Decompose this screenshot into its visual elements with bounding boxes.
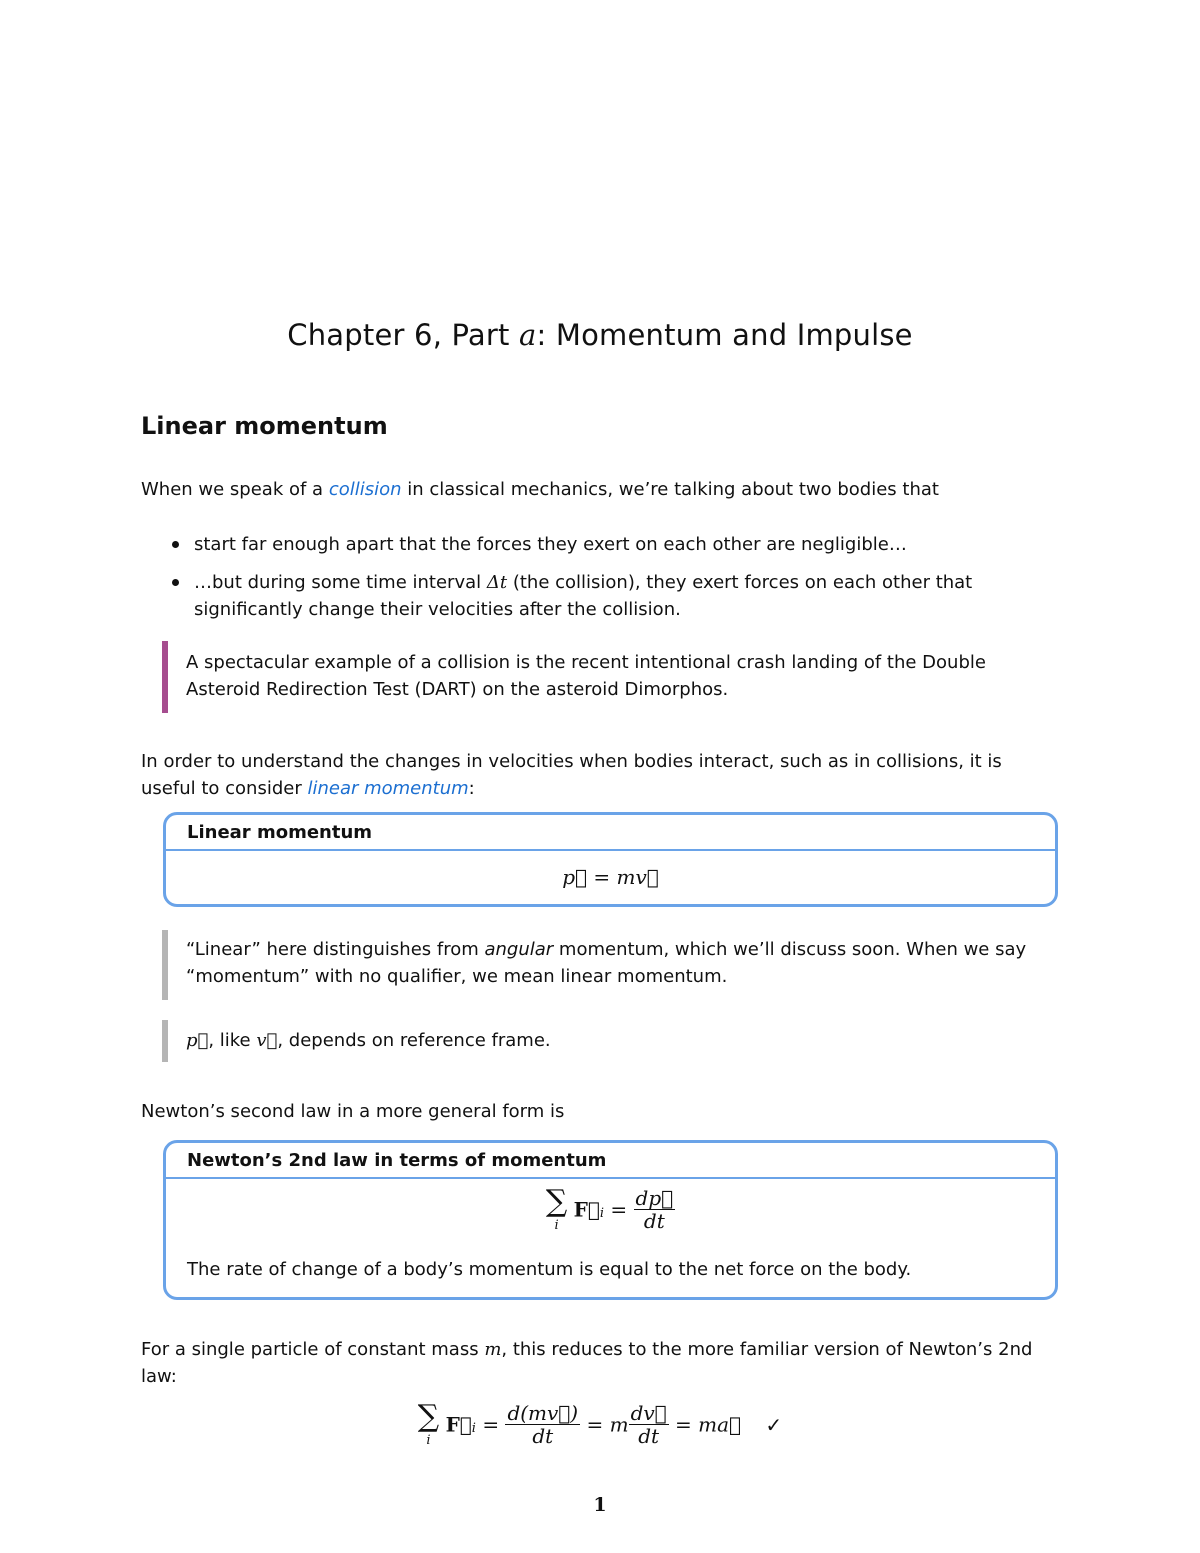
bullet-dot (172, 579, 179, 586)
frame-note: p⃗, like v⃗, depends on reference frame. (162, 1020, 1042, 1062)
title-part-letter: a (519, 318, 537, 352)
newton-intro-paragraph: Newton’s second law in a more general form is (141, 1101, 565, 1122)
linear-momentum-box (163, 812, 1058, 907)
box-heading: Linear momentum (166, 815, 1055, 851)
page-title: Chapter 6, Part a: Momentum and Impulse (287, 318, 913, 352)
page-number: 1 (593, 1494, 607, 1516)
bullet-item-1: start far enough apart that the forces they exert on each other are negligible… (168, 531, 1028, 558)
newton-caption: The rate of change of a body’s momentum is equal to the net force on the body. (187, 1259, 912, 1280)
newton-law-box (163, 1140, 1058, 1300)
mass-velocity-derivative: $\frac{d(mv⃗)}{dt}$ (507, 1401, 579, 1448)
single-particle-paragraph: For a single particle of constant mass m, this reduces to the more familiar version of Newton’s 2nd law: (141, 1339, 1033, 1387)
momentum-intro-paragraph: In order to understand the changes in velocities when bodies interact, such as in collisions, it is useful to consider linear momentum: (141, 751, 1002, 799)
linear-momentum-link[interactable]: linear momentum (307, 778, 469, 799)
gray-bar (162, 930, 168, 1000)
box-heading: Newton’s 2nd law in terms of momentum (166, 1143, 1055, 1179)
final-equation: ∑ i $F⃗_i$ = $\frac{d(mv⃗)}{dt}$ = m $\frac{dv⃗}{dt}$ = ma⃗ ✓ (417, 1399, 783, 1448)
bullet-dot (172, 541, 179, 548)
momentum-derivative: $\frac{dp⃗}{dt}$ (635, 1186, 674, 1233)
section-heading: Linear momentum (141, 412, 388, 440)
sum-symbol: ∑ i (417, 1399, 440, 1448)
check-icon: ✓ (765, 1412, 783, 1437)
intro-paragraph: When we speak of a collision in classical mechanics, we’re talking about two bodies that (141, 479, 939, 500)
linear-note: “Linear” here distinguishes from angular momentum, which we’ll discuss soon. When we say “momentum” with no qualifier, we mean linear momentum. (162, 930, 1042, 1000)
purple-bar (162, 641, 168, 713)
gray-bar (162, 1020, 168, 1062)
newton-equation: ∑ i $F⃗_i$ = $\frac{dp⃗}{dt}$ (545, 1184, 674, 1233)
dart-note: A spectacular example of a collision is the recent intentional crash landing of the Double Asteroid Redirection Test (DART) on the asteroid Dimorphos. (162, 641, 1042, 713)
sum-symbol: ∑ i (545, 1184, 568, 1233)
velocity-derivative: $\frac{dv⃗}{dt}$ (630, 1401, 667, 1448)
bullet-item-2: …but during some time interval Δt (the collision), they exert forces on each other that significantly change their velocities after the collision. (168, 569, 1028, 623)
collision-link[interactable]: collision (328, 479, 402, 500)
momentum-equation: p⃗ = mv⃗ (562, 865, 659, 889)
